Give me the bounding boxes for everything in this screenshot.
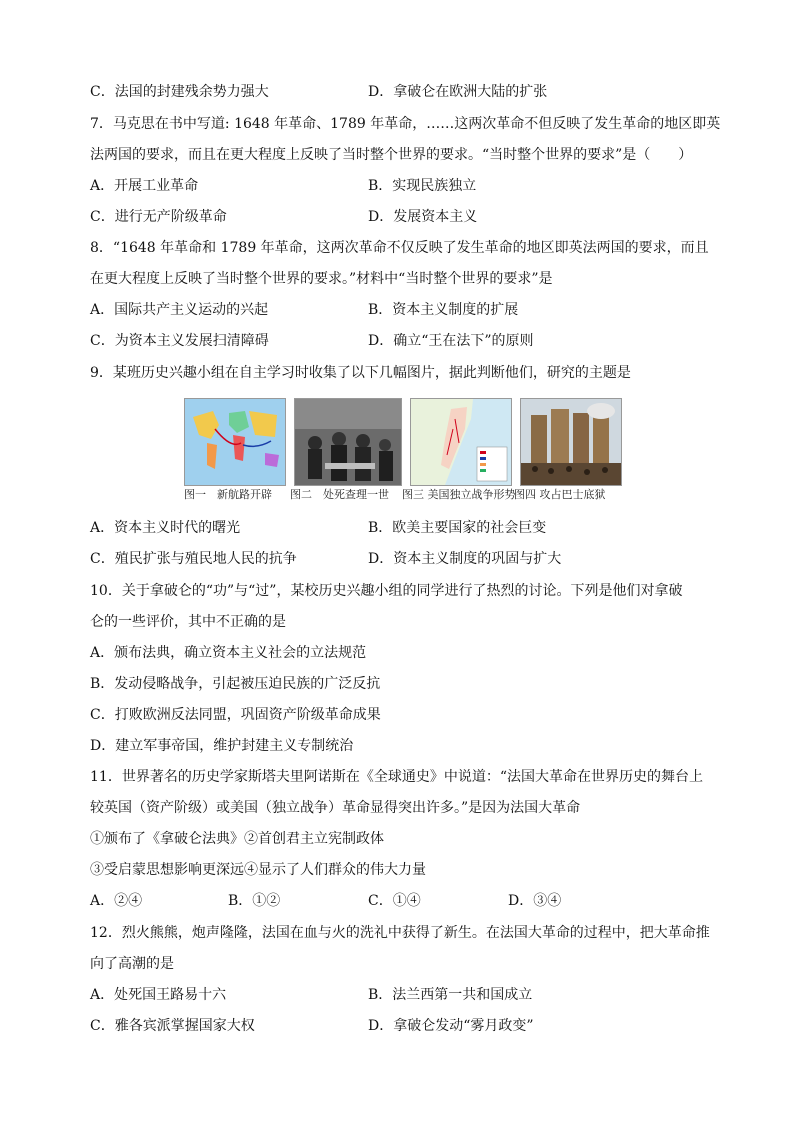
figure-execution-painting bbox=[294, 398, 402, 486]
q11-statements-1: ①颁布了《拿破仑法典》②首创君主立宪制政体 bbox=[90, 831, 384, 847]
q10-option-b: B．发动侵略战争，引起被压迫民族的广泛反抗 bbox=[90, 676, 381, 692]
figure-caption-1: 图一 新航路开辟 bbox=[184, 488, 272, 501]
q8-stem-line2: 在更大程度上反映了当时整个世界的要求。”材料中“当时整个世界的要求”是 bbox=[90, 271, 553, 287]
figure-war-map bbox=[410, 398, 512, 486]
q7-option-d: D．发展资本主义 bbox=[368, 209, 478, 225]
figure-caption-3: 图三 美国独立战争形势 bbox=[402, 488, 516, 501]
q8-stem-line1: 8．“1648 年革命和 1789 年革命，这两次革命不仅反映了发生革命的地区即英法两国的要求，而且 bbox=[90, 240, 709, 256]
execution-painting-image bbox=[295, 399, 401, 485]
q10-option-a: A．颁布法典，确立资本主义社会的立法规范 bbox=[90, 645, 367, 661]
q10-option-d: D．建立军事帝国，维护封建主义专制统治 bbox=[90, 738, 354, 754]
q6-option-d: D．拿破仑在欧洲大陆的扩张 bbox=[368, 84, 548, 100]
q6-option-c: C．法国的封建残余势力强大 bbox=[90, 84, 269, 100]
q10-stem-line2: 仑的一些评价，其中不正确的是 bbox=[90, 614, 286, 630]
q7-option-a: A．开展工业革命 bbox=[90, 178, 199, 194]
q12-option-d: D．拿破仑发动“雾月政变” bbox=[368, 1018, 534, 1034]
q11-option-c: C．①④ bbox=[368, 893, 421, 909]
figure-caption-2: 图二 处死查理一世 bbox=[290, 488, 389, 501]
q11-option-a: A．②④ bbox=[90, 893, 143, 909]
figure-world-map bbox=[184, 398, 286, 486]
q12-option-a: A．处死国王路易十六 bbox=[90, 987, 227, 1003]
figure-caption-4: 图四 攻占巴士底狱 bbox=[514, 488, 606, 501]
q12-stem-line2: 向了高潮的是 bbox=[90, 956, 174, 972]
q12-option-c: C．雅各宾派掌握国家大权 bbox=[90, 1018, 255, 1034]
q7-option-c: C．进行无产阶级革命 bbox=[90, 209, 227, 225]
q9-stem: 9．某班历史兴趣小组在自主学习时收集了以下几幅图片，据此判断他们，研究的主题是 bbox=[90, 365, 631, 381]
q11-stem-line2: 较英国（资产阶级）或美国（独立战争）革命显得突出许多。”是因为法国大革命 bbox=[90, 800, 581, 816]
q9-option-c: C．殖民扩张与殖民地人民的抗争 bbox=[90, 551, 297, 567]
q7-stem-line2: 法两国的要求，而且在更大程度上反映了当时整个世界的要求。“当时整个世界的要求”是（ ） bbox=[90, 147, 693, 163]
q7-stem-line1: 7．马克思在书中写道: 1648 年革命、1789 年革命，……这两次革命不但反映了发生革命的地区即英 bbox=[90, 116, 721, 132]
q8-option-a: A．国际共产主义运动的兴起 bbox=[90, 302, 269, 318]
q11-option-b: B．①② bbox=[228, 893, 281, 909]
war-map-image bbox=[411, 399, 511, 485]
q11-statements-2: ③受启蒙思想影响更深远④显示了人们群众的伟大力量 bbox=[90, 862, 426, 878]
q10-option-c: C．打败欧洲反法同盟，巩固资产阶级革命成果 bbox=[90, 707, 381, 723]
q12-option-b: B．法兰西第一共和国成立 bbox=[368, 987, 533, 1003]
bastille-painting-image bbox=[521, 399, 621, 485]
q8-option-b: B．资本主义制度的扩展 bbox=[368, 302, 519, 318]
q7-option-b: B．实现民族独立 bbox=[368, 178, 477, 194]
q8-option-d: D．确立“王在法下”的原则 bbox=[368, 333, 534, 349]
q11-option-d: D．③④ bbox=[508, 893, 562, 909]
world-map-image bbox=[185, 399, 285, 485]
q9-figure-strip bbox=[184, 398, 620, 506]
q11-stem-line1: 11．世界著名的历史学家斯塔夫里阿诺斯在《全球通史》中说道：“法国大革命在世界历史的舞台上 bbox=[90, 769, 703, 785]
q9-option-d: D．资本主义制度的巩固与扩大 bbox=[368, 551, 562, 567]
q12-stem-line1: 12．烈火熊熊，炮声隆隆，法国在血与火的洗礼中获得了新生。在法国大革命的过程中，把大革命推 bbox=[90, 925, 710, 941]
q8-option-c: C．为资本主义发展扫清障碍 bbox=[90, 333, 269, 349]
figure-bastille-painting bbox=[520, 398, 622, 486]
q10-stem-line1: 10．关于拿破仑的“功”与“过”，某校历史兴趣小组的同学进行了热烈的讨论。下列是他们对拿破 bbox=[90, 583, 683, 599]
q9-option-b: B．欧美主要国家的社会巨变 bbox=[368, 520, 547, 536]
q9-option-a: A．资本主义时代的曙光 bbox=[90, 520, 241, 536]
